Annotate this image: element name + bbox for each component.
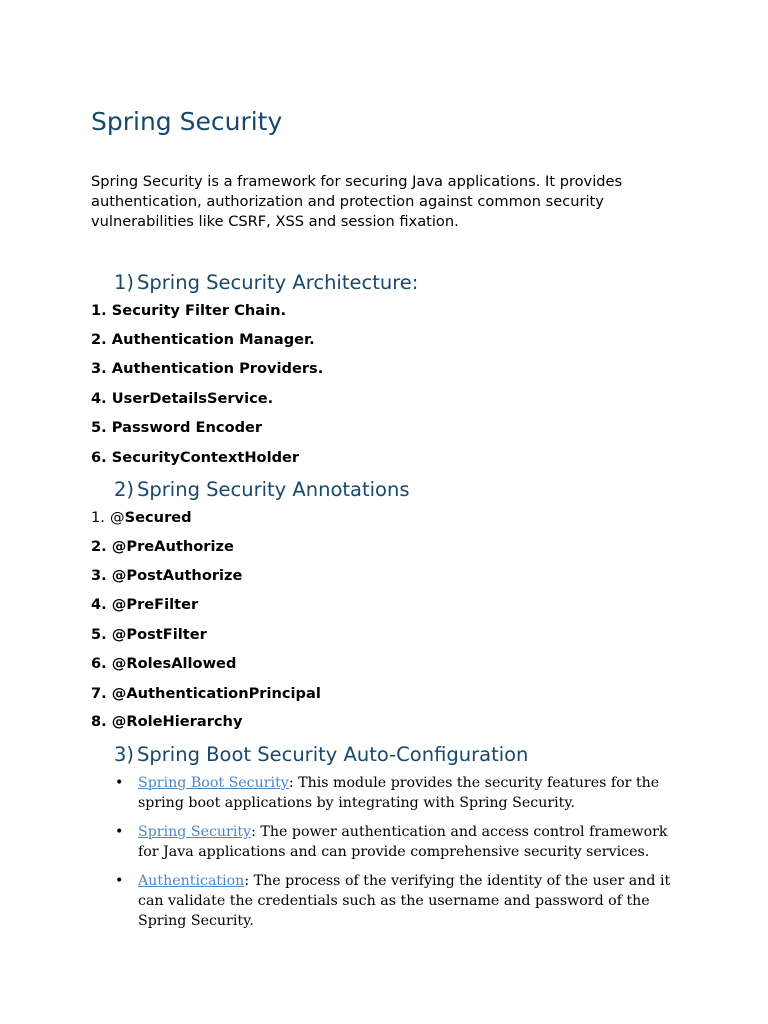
list-item — [91, 508, 192, 528]
bullet-text: : The process of the verifying the identity of the user and it can validate the credentials such as the username and password of the Spring Security. — [138, 873, 671, 929]
list-text: @RoleHierarchy — [111, 713, 243, 730]
list-text: @RolesAllowed — [111, 655, 237, 672]
list-index: 7. — [91, 685, 107, 702]
bullet-item — [114, 773, 674, 813]
list-text: Password Encoder — [111, 419, 263, 436]
bullet-marker: • — [115, 824, 124, 840]
list-index: 3. — [91, 567, 107, 584]
list-index: 8. — [91, 713, 107, 730]
page-title: Spring Security — [91, 107, 283, 136]
list-item — [91, 330, 315, 350]
section-number: 1) — [114, 271, 135, 294]
authentication-link[interactable]: Authentication — [138, 873, 245, 889]
section-title: Spring Security Annotations — [137, 478, 410, 501]
section-heading-architecture — [114, 270, 418, 296]
list-index: 3. — [91, 360, 107, 377]
bullet-item — [114, 822, 674, 862]
list-item — [91, 595, 198, 615]
list-index: 1. — [91, 509, 105, 526]
section-title: Spring Security Architecture: — [137, 271, 419, 294]
list-index: 4. — [91, 390, 107, 407]
list-text: @PreFilter — [111, 596, 199, 613]
intro-paragraph: Spring Security is a framework for securing Java applications. It provides authentication, authorization and protection against common security vulnerabilities like CSRF, XSS and session fixation. — [91, 173, 623, 230]
bullet-text: : This module provides the security features for the spring boot applications by integrating with Spring Security. — [138, 775, 660, 811]
list-item — [91, 301, 286, 321]
list-item — [91, 625, 207, 645]
list-text: Secured — [124, 509, 192, 526]
list-index: 5. — [91, 419, 107, 436]
list-text: @PostFilter — [111, 626, 207, 643]
bullet-marker: • — [115, 775, 124, 791]
section-number: 3) — [114, 743, 135, 766]
list-text: SecurityContextHolder — [111, 449, 300, 466]
bullet-text: : The power authentication and access control framework for Java applications and can provide comprehensive security services. — [138, 824, 668, 860]
list-index: 2. — [91, 538, 107, 555]
list-item — [91, 684, 321, 704]
list-item — [91, 566, 242, 586]
bullet-item — [114, 871, 674, 931]
list-index: 5. — [91, 626, 107, 643]
list-item — [91, 537, 234, 557]
list-text: @AuthenticationPrincipal — [111, 685, 321, 702]
list-index: 1. — [91, 302, 107, 319]
bullet-list — [114, 773, 674, 940]
list-item — [91, 712, 242, 732]
section-number: 2) — [114, 478, 135, 501]
section-heading-annotations — [114, 477, 410, 503]
spring-security-link[interactable]: Spring Security — [138, 824, 252, 840]
list-prefix: @ — [110, 509, 125, 526]
list-index: 6. — [91, 655, 107, 672]
list-item — [91, 448, 299, 468]
list-item — [91, 389, 273, 409]
list-text: Authentication Providers. — [111, 360, 324, 377]
spring-boot-security-link[interactable]: Spring Boot Security — [138, 775, 289, 791]
section-heading-auto-config — [114, 742, 528, 768]
list-text: @PostAuthorize — [111, 567, 243, 584]
bullet-marker: • — [115, 873, 124, 889]
list-text: Authentication Manager. — [111, 331, 315, 348]
list-text: Security Filter Chain. — [111, 302, 287, 319]
list-item — [91, 418, 262, 438]
list-index: 4. — [91, 596, 107, 613]
list-item — [91, 654, 236, 674]
list-index: 2. — [91, 331, 107, 348]
list-text: @PreAuthorize — [111, 538, 234, 555]
list-text: UserDetailsService. — [111, 390, 274, 407]
section-title: Spring Boot Security Auto-Configuration — [137, 743, 529, 766]
list-index: 6. — [91, 449, 107, 466]
list-item — [91, 359, 323, 379]
